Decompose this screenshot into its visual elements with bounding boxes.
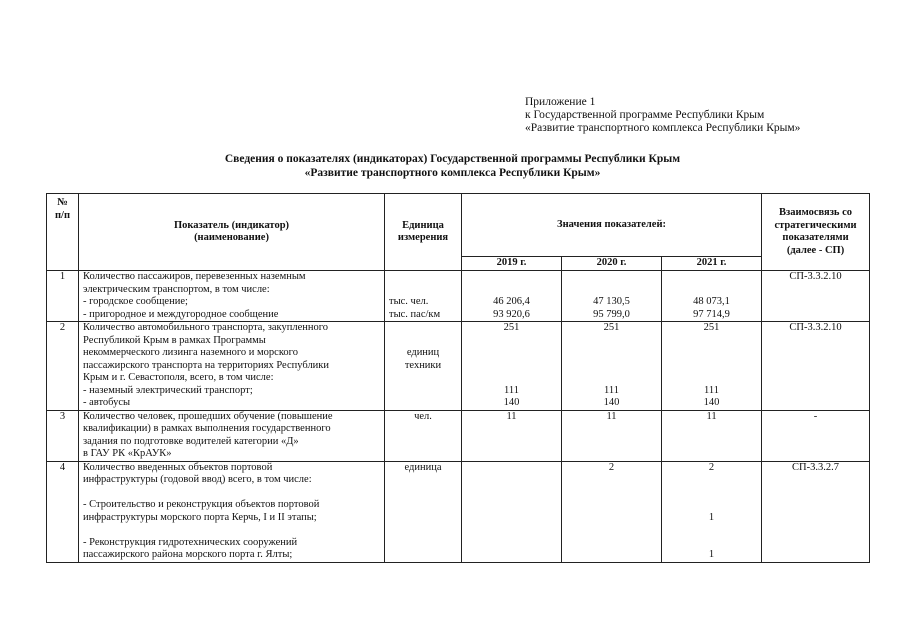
table-row <box>47 271 870 322</box>
appendix-line: Приложение 1 <box>525 96 596 108</box>
row-unit: единиц техники <box>385 322 462 411</box>
header-year-2021: 2021 г. <box>662 257 762 271</box>
row-value-2021: 11 <box>662 410 762 461</box>
appendix-line: к Государственной программе Республики Крым <box>525 109 765 121</box>
table-row <box>47 322 870 411</box>
table-row <box>47 461 870 562</box>
header-values: Значения показателей: <box>462 194 762 257</box>
header-num: № п/п <box>47 194 79 271</box>
row-indicator: Количество автомобильного транспорта, закупленного Республикой Крым в рамках Программы некоммерческого лизинга наземного и морского пассажирского транспорта на территориях Республики Крым и г. Севастополя, всего, в том числе: - наземный электрический транспорт; - автобусы <box>79 322 385 411</box>
row-num: 4 <box>47 461 79 562</box>
row-relation: СП-3.3.2.10 <box>762 322 870 411</box>
title-line: «Развитие транспортного комплекса Республики Крым» <box>304 167 601 179</box>
appendix-header <box>525 96 800 135</box>
row-value-2021: 2 1 1 <box>662 461 762 562</box>
row-value-2019: 251 111 140 <box>462 322 562 411</box>
row-value-2020: 11 <box>562 410 662 461</box>
header-relation: Взаимосвязь со стратегическими показателями (далее - СП) <box>762 194 870 271</box>
title-line: Сведения о показателях (индикаторах) Государственной программы Республики Крым <box>224 153 681 165</box>
row-indicator: Количество введенных объектов портовой инфраструктуры (годовой ввод) всего, в том числе: - Строительство и реконструкция объектов портовой инфраструктуры морского порта Керчь, I и II этапы; - Реконструкция гидротехнических сооружений пассажирского района морского порта г. Ялты; <box>79 461 385 562</box>
appendix-line: «Развитие транспортного комплекса Республики Крым» <box>525 122 801 134</box>
header-indicator: Показатель (индикатор) (наименование) <box>79 194 385 271</box>
row-value-2020: 2 <box>562 461 662 562</box>
row-indicator: Количество пассажиров, перевезенных наземным электрическим транспортом, в том числе: - городское сообщение; - пригородное и междугородное сообщение <box>79 271 385 322</box>
table-row <box>47 410 870 461</box>
row-relation: - <box>762 410 870 461</box>
row-value-2019 <box>462 461 562 562</box>
row-value-2021: 48 073,1 97 714,9 <box>662 271 762 322</box>
row-relation: СП-3.3.2.7 <box>762 461 870 562</box>
header-year-2020: 2020 г. <box>562 257 662 271</box>
row-num: 1 <box>47 271 79 322</box>
row-value-2020: 251 111 140 <box>562 322 662 411</box>
row-indicator: Количество человек, прошедших обучение (повышение квалификации) в рамках выполнения государственного задания по подготовке водителей категории «Д» в ГАУ РК «КрАУК» <box>79 410 385 461</box>
row-unit: единица <box>385 461 462 562</box>
header-unit: Единица измерения <box>385 194 462 271</box>
row-num: 3 <box>47 410 79 461</box>
row-value-2019: 46 206,4 93 920,6 <box>462 271 562 322</box>
row-value-2021: 251 111 140 <box>662 322 762 411</box>
header-year-2019: 2019 г. <box>462 257 562 271</box>
row-value-2020: 47 130,5 95 799,0 <box>562 271 662 322</box>
row-value-2019: 11 <box>462 410 562 461</box>
row-num: 2 <box>47 322 79 411</box>
row-unit: чел. <box>385 410 462 461</box>
indicators-table <box>46 193 870 563</box>
row-unit: тыс. чел. тыс. пас/км <box>385 271 462 322</box>
document-title <box>0 152 905 180</box>
row-relation: СП-3.3.2.10 <box>762 271 870 322</box>
